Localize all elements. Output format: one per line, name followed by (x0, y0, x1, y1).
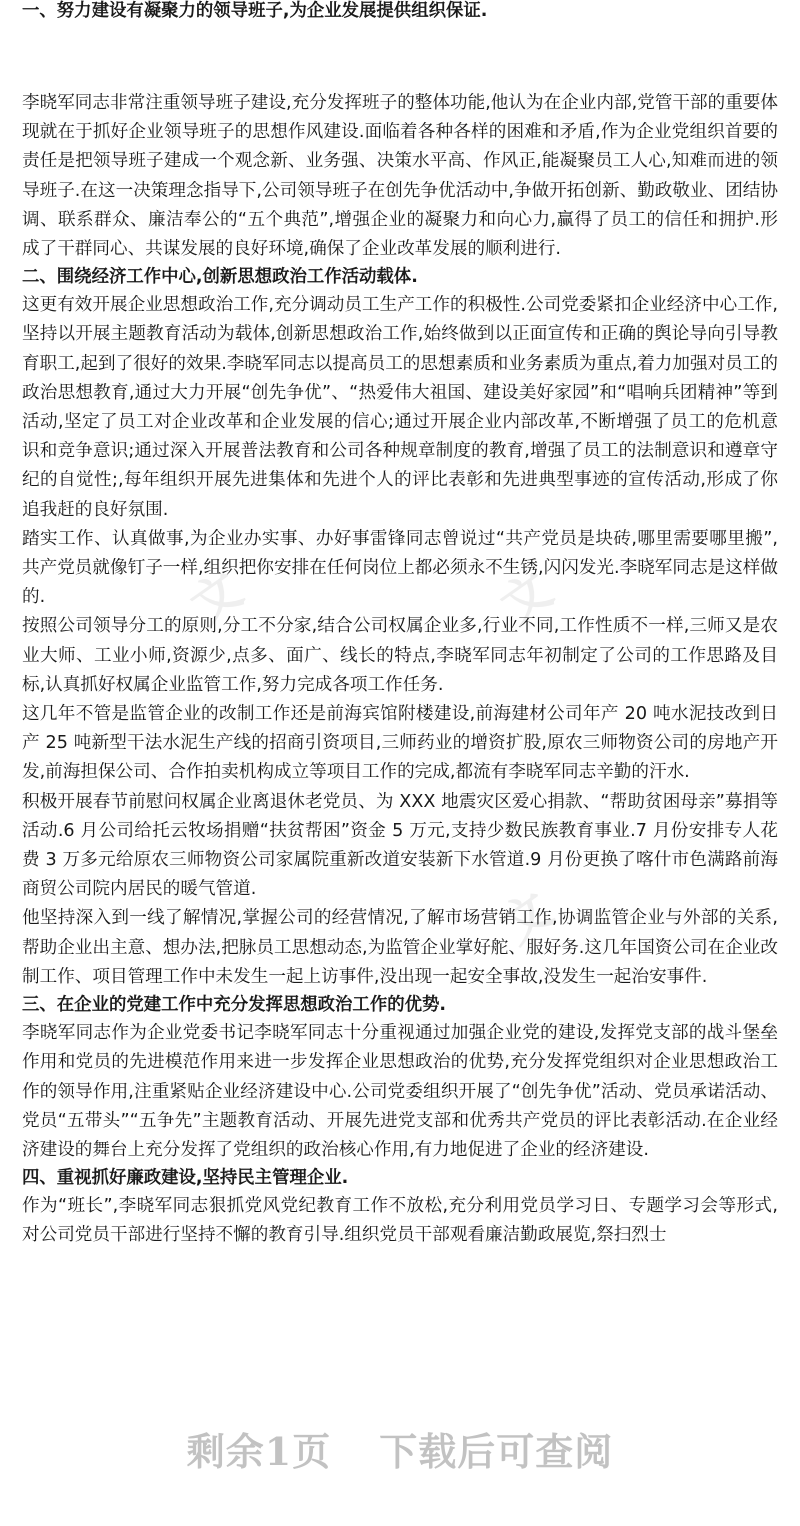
section-2-paragraph: 踏实工作、认真做事,为企业办实事、办好事雷锋同志曾说过“共产党员是块砖,哪里需要哪里搬”,共产党员就像钉子一样,组织把你安排在任何岗位上都必须永不生锈,闪闪发光.李晓军同志是这样做的. (22, 528, 778, 608)
section-2-paragraph: 这几年不管是监管企业的改制工作还是前海宾馆附楼建设,前海建材公司年产 20 吨水泥技改到日产 25 吨新型干法水泥生产线的招商引资项目,三师药业的增资扩股,原农三师物资公司的房地产开发,前海担保公司、合作拍卖机构成立等项目工作的完成,都流有李晓军同志辛勤的汗水. (22, 704, 778, 783)
section-1-paragraph: 李晓军同志非常注重领导班子建设,充分发挥班子的整体功能,他认为在企业内部,党管干部的重要体现就在于抓好企业领导班子的思想作风建设.面临着各种各样的困难和矛盾,作为企业党组织首要的责任是把领导班子建成一个观念新、业务强、决策水平高、作风正,能凝聚员工人心,知难而进的领导班子.在这一决策理念指导下,公司领导班子在创先争优活动中,争做开拓创新、勤政敬业、团结协调、联系群众、廉洁奉公的“五个典范”,增强企业的凝聚力和向心力,赢得了员工的信任和拥护.形成了干群同心、共谋发展的良好环境,确保了企业改革发展的顺利进行. (22, 93, 778, 260)
section-heading-1: 一、努力建设有凝聚力的领导班子,为企业发展提供组织保证. (22, 1, 488, 21)
remaining-pages-label: 剩余1页 (186, 1428, 332, 1474)
section-heading-2: 二、围绕经济工作中心,创新思想政治工作活动载体. (22, 267, 418, 288)
watermark: 文 (490, 881, 563, 955)
section-2-paragraph: 按照公司领导分工的原则,分工不分家,结合公司权属企业多,行业不同,工作性质不一样,三师又是农业大师、工业小师,资源少,点多、面广、线长的特点,李晓军同志年初制定了公司的工作思路及目标,认真抓好权属企业监管工作,努力完成各项工作任务. (22, 616, 778, 695)
section-heading-4: 四、重视抓好廉政建设,坚持民主管理企业. (22, 1168, 349, 1189)
watermark: 文 (180, 561, 253, 635)
download-to-view-label: 下载后可查阅 (379, 1428, 614, 1474)
document-body (22, 0, 778, 1251)
section-3-paragraph: 李晓军同志作为企业党委书记李晓军同志十分重视通过加强企业党的建设,发挥党支部的战斗堡垒作用和党员的先进模范作用来进一步发挥企业思想政治的优势,充分发挥党组织对企业思想政治工作的领导作用,注重紧贴企业经济建设中心.公司党委组织开展了“创先争优”活动、党员承诺活动、党员“五带头”“五争先”主题教育活动、开展先进党支部和优秀共产党员的评比表彰活动.在企业经济建设的舞台上充分发挥了党组织的政治核心作用,有力地促进了企业的经济建设. (22, 1023, 778, 1160)
section-2-paragraph: 积极开展春节前慰问权属企业离退休老党员、为 XXX 地震灾区爱心捐款、“帮助贫困母亲”募捐等活动.6 月公司给托云牧场捐赠“扶贫帮困”资金 5 万元,支持少数民族教育事业.7 月份安排专人花费 3 万多元给原农三师物资公司家属院重新改道安装新下水管道.9 月份更换了喀什市色满路前海商贸公司院内居民的暖气管道. (22, 791, 778, 900)
section-heading-3: 三、在企业的党建工作中充分发挥思想政治工作的优势. (22, 995, 446, 1016)
section-2-paragraph: 他坚持深入到一线了解情况,掌握公司的经营情况,了解市场营销工作,协调监管企业与外部的关系,帮助企业出主意、想办法,把脉员工思想动态,为监管企业掌好舵、服好务.这几年国资公司在企业改制工作、项目管理工作中未发生一起上访事件,没出现一起安全事故,没发生一起治安事件. (22, 908, 778, 987)
blank-gap (22, 25, 778, 89)
section-4-paragraph: 作为“班长”,李晓军同志狠抓党风党纪教育工作不放松,充分利用党员学习日、专题学习会等形式,对公司党员干部进行坚持不懈的教育引导.组织党员干部观看廉洁勤政展览,祭扫烈士 (22, 1196, 778, 1246)
download-prompt-bar[interactable] (0, 1408, 800, 1488)
watermark: 文 (490, 561, 563, 635)
section-2-paragraph: 这更有效开展企业思想政治工作,充分调动员工生产工作的积极性.公司党委紧扣企业经济中心工作,坚持以开展主题教育活动为载体,创新思想政治工作,始终做到以正面宣传和正确的舆论导向引导教育职工,起到了很好的效果.李晓军同志以提高员工的思想素质和业务素质为重点,着力加强对员工的政治思想教育,通过大力开展“创先争优”、“热爱伟大祖国、建设美好家园”和“唱响兵团精神”等到活动,坚定了员工对企业改革和企业发展的信心;通过开展企业内部改革,不断增强了员工的危机意识和竞争意识;通过深入开展普法教育和公司各种规章制度的教育,增强了员工的法制意识和遵章守纪的自觉性;,每年组织开展先进集体和先进个人的评比表彰和先进典型事迹的宣传活动,形成了你追我赶的良好氛围. (22, 295, 778, 520)
